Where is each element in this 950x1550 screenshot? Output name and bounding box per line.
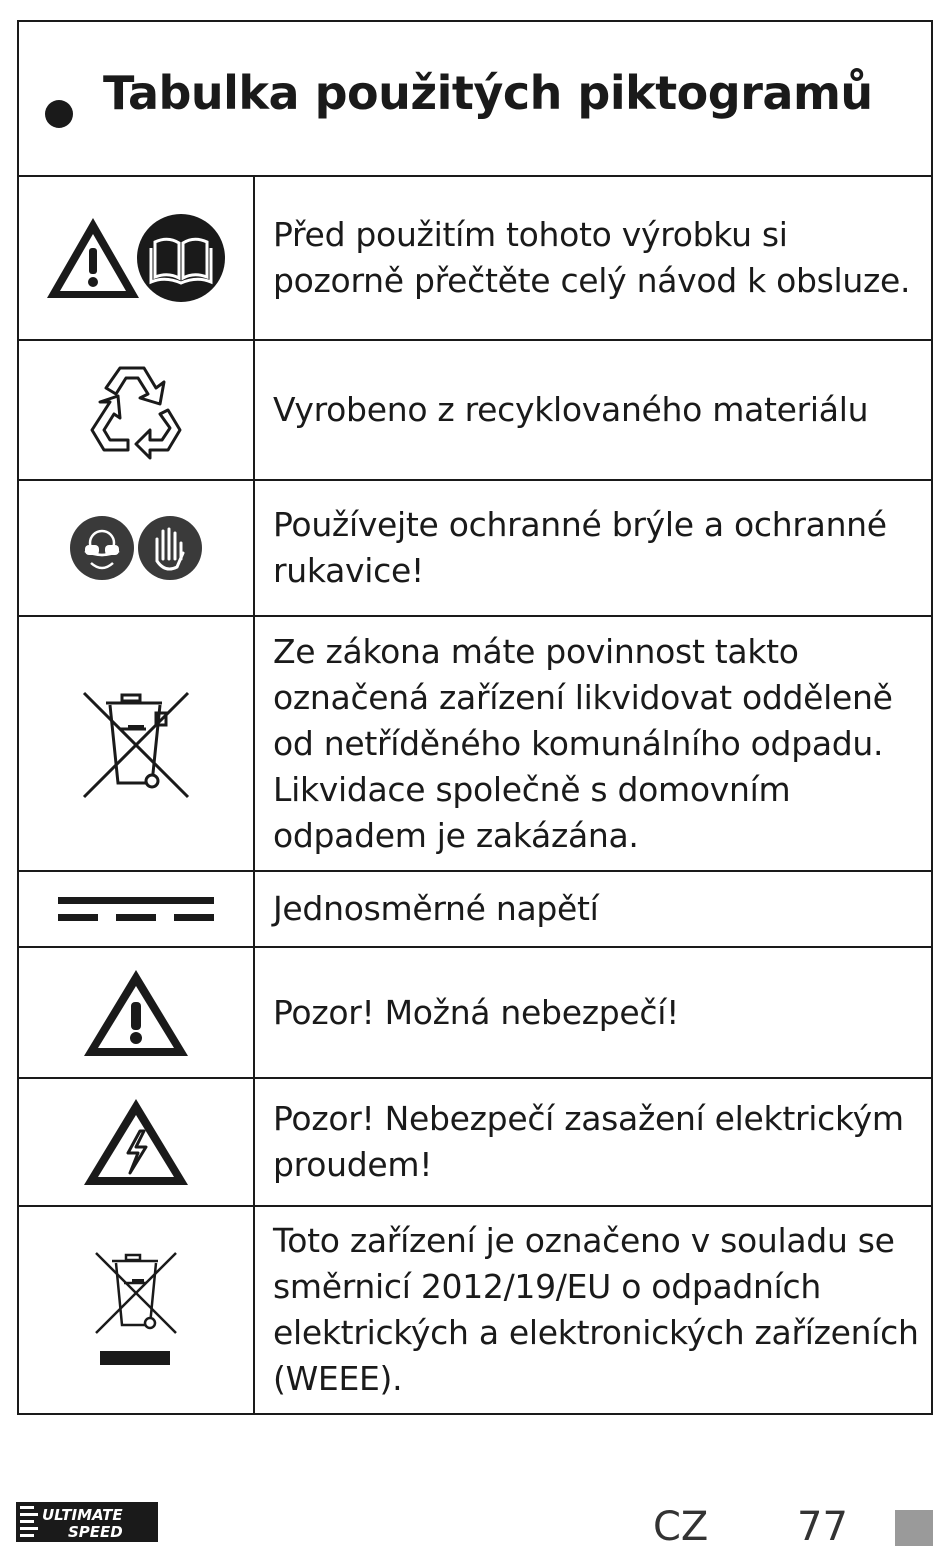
row-text-line: od netříděného komunálního odpadu. (273, 723, 884, 763)
crossed-bin-icon (82, 689, 190, 799)
row-text-line: Pozor! Nebezpečí zasažení elektrickým (273, 1099, 904, 1138)
page-title: Tabulka použitých piktogramů (103, 66, 873, 120)
recycle-icon (80, 358, 192, 462)
electric-shock-icon (82, 1095, 190, 1189)
row-text-line: pozorně přečtěte celý návod k obsluze. (273, 261, 911, 300)
page-number: 77 (797, 1504, 848, 1550)
warning-read-manual-icon (45, 212, 227, 304)
row-text-line: (WEEE). (273, 1359, 403, 1398)
row-text-line: Před použitím tohoto výrobku si (273, 215, 788, 254)
brand-line-1: ULTIMATE (42, 1506, 123, 1524)
brand-logo (16, 1500, 158, 1544)
table-row (18, 871, 932, 947)
warning-icon (82, 966, 190, 1060)
table-row (18, 947, 932, 1078)
table-row (18, 340, 932, 480)
table-row (18, 480, 932, 616)
goggles-gloves-icon (69, 515, 203, 581)
title-bullet-icon (45, 100, 73, 128)
pictogram-sheet (17, 20, 933, 1415)
brand-line-2: SPEED (68, 1523, 123, 1541)
language-code: CZ (653, 1504, 709, 1550)
title-box (17, 20, 933, 177)
row-text-line: Toto zařízení je označeno v souladu se (273, 1221, 895, 1260)
table-row (18, 1206, 932, 1414)
row-text-line: Používejte ochranné brýle a ochranné (273, 505, 887, 544)
table-row (18, 177, 932, 340)
row-text-line: rukavice! (273, 551, 424, 590)
row-text-line: směrnicí 2012/19/EU o odpadních (273, 1267, 821, 1306)
row-text-line: Ze zákona máte povinnost takto (273, 631, 799, 671)
direct-current-icon (56, 895, 216, 923)
pictogram-table (17, 177, 933, 1415)
row-text-line: odpadem je zakázána. (273, 815, 639, 855)
table-row (18, 1078, 932, 1206)
row-text-line: Vyrobeno z recyklovaného materiálu (273, 390, 869, 429)
row-text-line: Likvidace společně s domovním (273, 769, 791, 809)
row-text-line: Jednosměrné napětí (273, 889, 599, 928)
row-text-line: elektrických a elektronických zařízeních (273, 1313, 919, 1352)
row-text-line: označená zařízení likvidovat odděleně (273, 677, 893, 717)
page-marker (895, 1510, 933, 1546)
row-text-line: Pozor! Možná nebezpečí! (273, 992, 680, 1032)
weee-bin-icon (94, 1251, 178, 1369)
table-row (18, 616, 932, 871)
row-text-line: proudem! (273, 1145, 433, 1184)
